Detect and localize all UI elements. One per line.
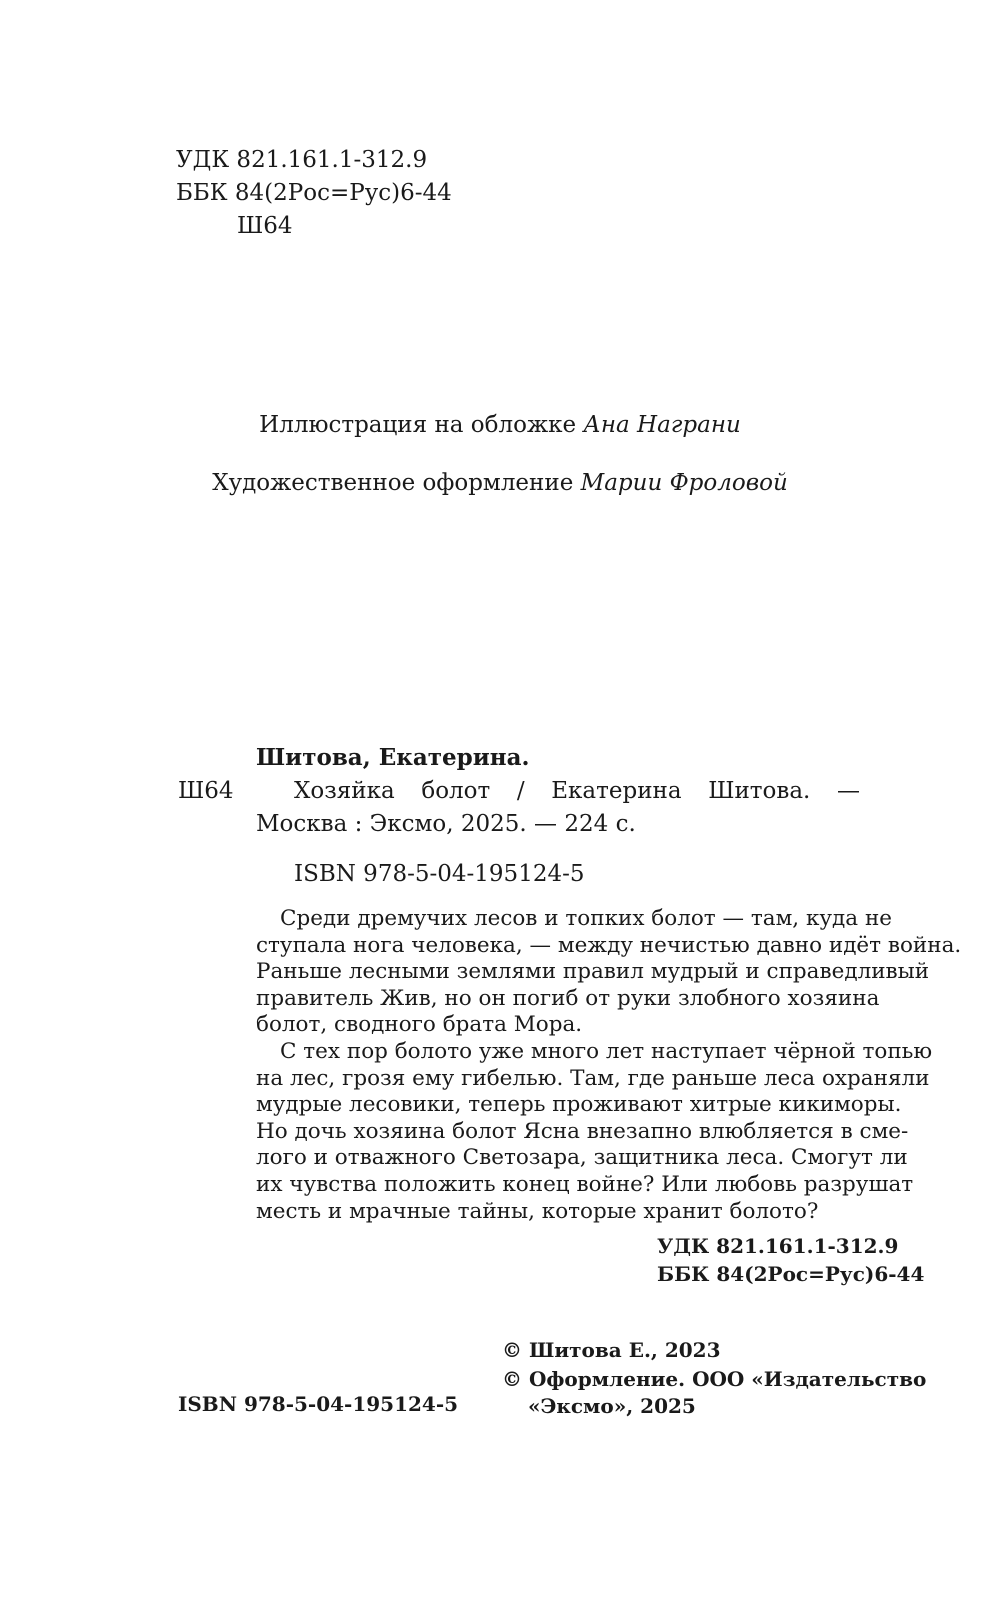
annotation-line: Раньше лесными землями правил мудрый и справедливый (256, 959, 930, 985)
annotation-line: Но дочь хозяина болот Ясна внезапно влюбляется в сме- (256, 1118, 909, 1144)
annotation-line: С тех пор болото уже много лет наступает чёрной топью (280, 1039, 933, 1064)
copyright-author: © Шитова Е., 2023 (502, 1338, 721, 1362)
bbk-bottom: ББК 84(2Рос=Рус)6-44 (657, 1262, 925, 1286)
annotation-line: болот, сводного брата Мора. (256, 1012, 583, 1038)
title-statement: Хозяйка болот / Екатерина Шитова. — (294, 778, 860, 804)
imprint-line: Москва : Эксмо, 2025. — 224 с. (256, 811, 636, 837)
illustration-label: Иллюстрация на обложке (259, 412, 577, 438)
annotation-line: ступала нога человека, — между нечистью давно идёт война. (256, 932, 962, 958)
illustration-credit (0, 409, 1000, 442)
copyright-design-cont: «Эксмо», 2025 (528, 1394, 696, 1418)
annotation-line: правитель Жив, но он погиб от руки злобного хозяина (256, 985, 880, 1011)
annotation-line: месть и мрачные тайны, которые хранит болото? (256, 1198, 819, 1224)
copyright-design: © Оформление. ООО «Издательство (502, 1367, 927, 1391)
udk-bottom: УДК 821.161.1-312.9 (657, 1234, 899, 1258)
annotation-line: Среди дремучих лесов и топких болот — там, куда не (280, 906, 892, 931)
annotation-paragraph-1 (256, 906, 962, 1039)
author-heading: Шитова, Екатерина. (256, 744, 530, 771)
annotation-line: лого и отважного Светозара, защитника леса. Смогут ли (256, 1145, 908, 1171)
udk-top: УДК 821.161.1-312.9 (176, 147, 428, 173)
title-line (256, 775, 860, 808)
annotation-line: их чувства положить конец войне? Или любовь разрушат (256, 1171, 914, 1197)
annotation-line: на лес, грозя ему гибелью. Там, где раньше леса охраняли (256, 1065, 930, 1091)
isbn-record: ISBN 978-5-04-195124-5 (294, 861, 585, 887)
isbn-footer: ISBN 978-5-04-195124-5 (178, 1392, 459, 1416)
design-label: Художественное оформление (212, 470, 574, 496)
annotation-paragraph-2 (256, 1039, 933, 1225)
author-mark-top: Ш64 (237, 213, 293, 239)
design-credit (0, 467, 1000, 500)
bbk-top: ББК 84(2Рос=Рус)6-44 (176, 180, 452, 206)
author-mark-side: Ш64 (178, 778, 234, 804)
annotation-line: мудрые лесовики, теперь проживают хитрые кикиморы. (256, 1092, 902, 1118)
illustrator-name: Ана Награни (583, 412, 741, 438)
designer-name: Марии Фроловой (580, 470, 788, 496)
